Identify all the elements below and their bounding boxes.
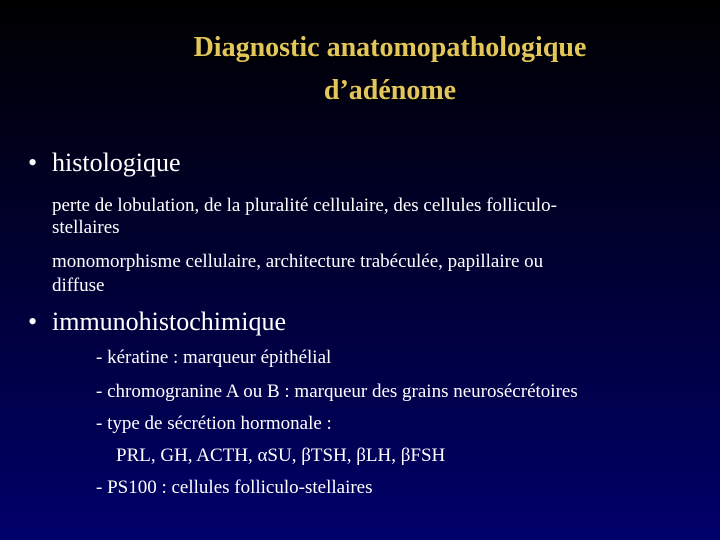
bullet-icon: • [28, 148, 38, 177]
bullet-icon: • [28, 307, 38, 336]
slide-title-line-2: d’adénome [323, 75, 457, 106]
text-line: diffuse [52, 275, 105, 296]
text-line: perte de lobulation, de la pluralité cellulaire, des cellules folliculo- [52, 195, 557, 216]
text-line: monomorphisme cellulaire, architecture trabéculée, papillaire ou [52, 251, 544, 272]
text-line: - PS100 : cellules folliculo-stellaires [96, 477, 373, 498]
text-line: - chromogranine A ou B : marqueur des grains neurosécrétoires [96, 381, 578, 402]
hormone-list: PRL, GH, ACTH, αSU, βTSH, βLH, βFSH [116, 445, 446, 466]
section-heading: immunohistochimique [52, 307, 286, 336]
text-line: - kératine : marqueur épithélial [96, 347, 332, 368]
text-line: - type de sécrétion hormonale : [96, 413, 332, 434]
section-heading: histologique [52, 148, 181, 177]
bullet-histologique [28, 148, 181, 178]
bullet-immunohistochimique [28, 307, 286, 337]
slide-title-line-1: Diagnostic anatomopathologique [193, 32, 587, 63]
text-line: stellaires [52, 217, 120, 238]
